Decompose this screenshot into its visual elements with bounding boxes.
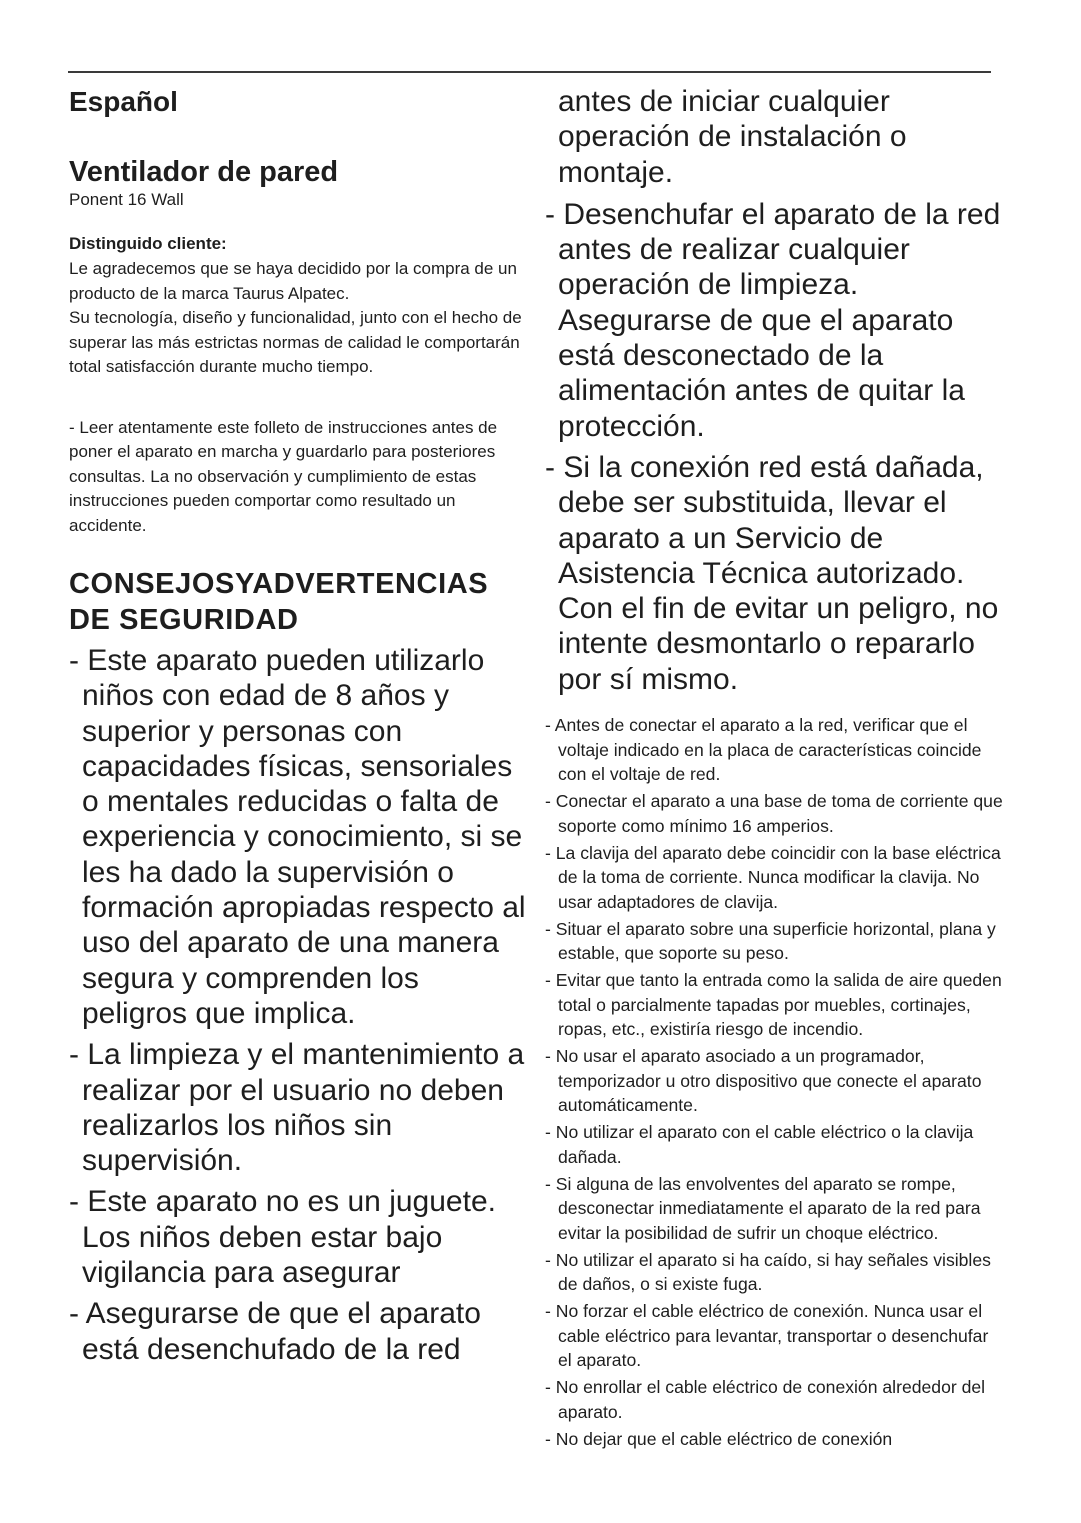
list-item-continuation: antes de iniciar cualquier operación de instalación o montaje. xyxy=(558,85,907,189)
intro-paragraph-2: Su tecnología, diseño y funcionalidad, junto con el hecho de superar las más estrictas normas de calidad le comportarán total satisfacción durante mucho tiempo. xyxy=(69,308,522,376)
list-item: - No enrollar el cable eléctrico de conexión alrededor del aparato. xyxy=(545,1377,986,1422)
list-item: - Situar el aparato sobre una superficie horizontal, plana y estable, que soporte su peso. xyxy=(545,918,996,964)
list-item: - Desenchufar el aparato de la red antes de realizar cualquier operación de limpieza. Asegurarse de que el aparato está desconectado de la alimentación antes de quitar la protección. xyxy=(545,197,1001,443)
list-item: - Este aparato no es un juguete. Los niños deben estar bajo vigilancia para asegurar xyxy=(69,1185,496,1290)
safety-list-large-right xyxy=(545,197,1005,697)
product-model: Ponent 16 Wall xyxy=(69,190,184,209)
list-item: - La clavija del aparato debe coincidir con la base eléctrica de la toma de corriente. Nunca modificar la clavija. No usar adaptadores de clavija. xyxy=(545,842,1001,912)
list-item: - Antes de conectar el aparato a la red, verificar que el voltaje indicado en la placa de características coincide con el voltaje de red. xyxy=(545,715,982,785)
list-item: - Este aparato pueden utilizarlo niños con edad de 8 años y superior y personas con capacidades físicas, sensoriales o mentales reducidas o falta de experiencia y conocimiento, si se les ha dado la supervisión o formación apropiadas respecto al uso del aparato de una manera segura y comprenden los peligros que implica. xyxy=(69,644,526,1030)
list-item: - No dejar que el cable eléctrico de conexión xyxy=(545,1428,893,1449)
intro-paragraph-3: - Leer atentamente este folleto de instrucciones antes de poner el aparato en marcha y guardarlo para posteriores consultas. La no observación y cumplimiento de estas instrucciones pueden comportar como resultado un accidente. xyxy=(69,417,498,535)
list-item: - Evitar que tanto la entrada como la salida de aire queden total o parcialmente tapadas por muebles, cortinajes, ropas, etc., existiría riesgo de incendio. xyxy=(545,970,1002,1040)
header-rule xyxy=(68,71,991,73)
intro-paragraph-1: Le agradecemos que se haya decidido por la compra de un producto de la marca Taurus Alpatec. xyxy=(69,259,517,303)
language-heading: Español xyxy=(69,86,178,117)
list-item: - No utilizar el aparato con el cable eléctrico o la clavija dañada. xyxy=(545,1122,974,1167)
list-item: - Conectar el aparato a una base de toma de corriente que soporte como mínimo 16 amperios. xyxy=(545,791,1003,836)
list-item: - No utilizar el aparato si ha caído, si hay señales visibles de daños, o si existe fuga. xyxy=(545,1249,991,1295)
list-item: - Si la conexión red está dañada, debe ser substituida, llevar el aparato a un Servicio de Asistencia Técnica autorizado. Con el fin de evitar un peligro, no intente desmontarlo o repararlo por sí mismo. xyxy=(545,450,999,696)
product-title: Ventilador de pared xyxy=(69,156,339,188)
list-item: - No usar el aparato asociado a un programador, temporizador u otro dispositivo que conecte el aparato automáticamente. xyxy=(545,1046,982,1116)
safety-heading-line-1: CONSEJOSYADVERTENCIAS xyxy=(69,568,489,600)
list-item: - La limpieza y el mantenimiento a realizar por el usuario no deben realizarlos los niños sin supervisión. xyxy=(69,1038,525,1178)
list-item: - Si alguna de las envolventes del aparato se rompe, desconectar inmediatamente el aparato de la red para evitar la posibilidad de sufrir un choque eléctrico. xyxy=(545,1173,981,1243)
safety-list-small xyxy=(545,713,1005,1451)
right-column xyxy=(545,84,1005,1454)
safety-list-large-left xyxy=(69,643,529,1367)
list-item: - Asegurarse de que el aparato está desenchufado de la red xyxy=(69,1297,481,1366)
safety-heading-line-2: DE SEGURIDAD xyxy=(69,604,299,636)
safety-heading xyxy=(69,566,529,638)
left-column xyxy=(69,84,529,1373)
list-item: - No forzar el cable eléctrico de conexión. Nunca usar el cable eléctrico para levantar, transportar o desenchufar el aparato. xyxy=(545,1301,989,1371)
greeting: Distinguido cliente: xyxy=(69,234,227,253)
